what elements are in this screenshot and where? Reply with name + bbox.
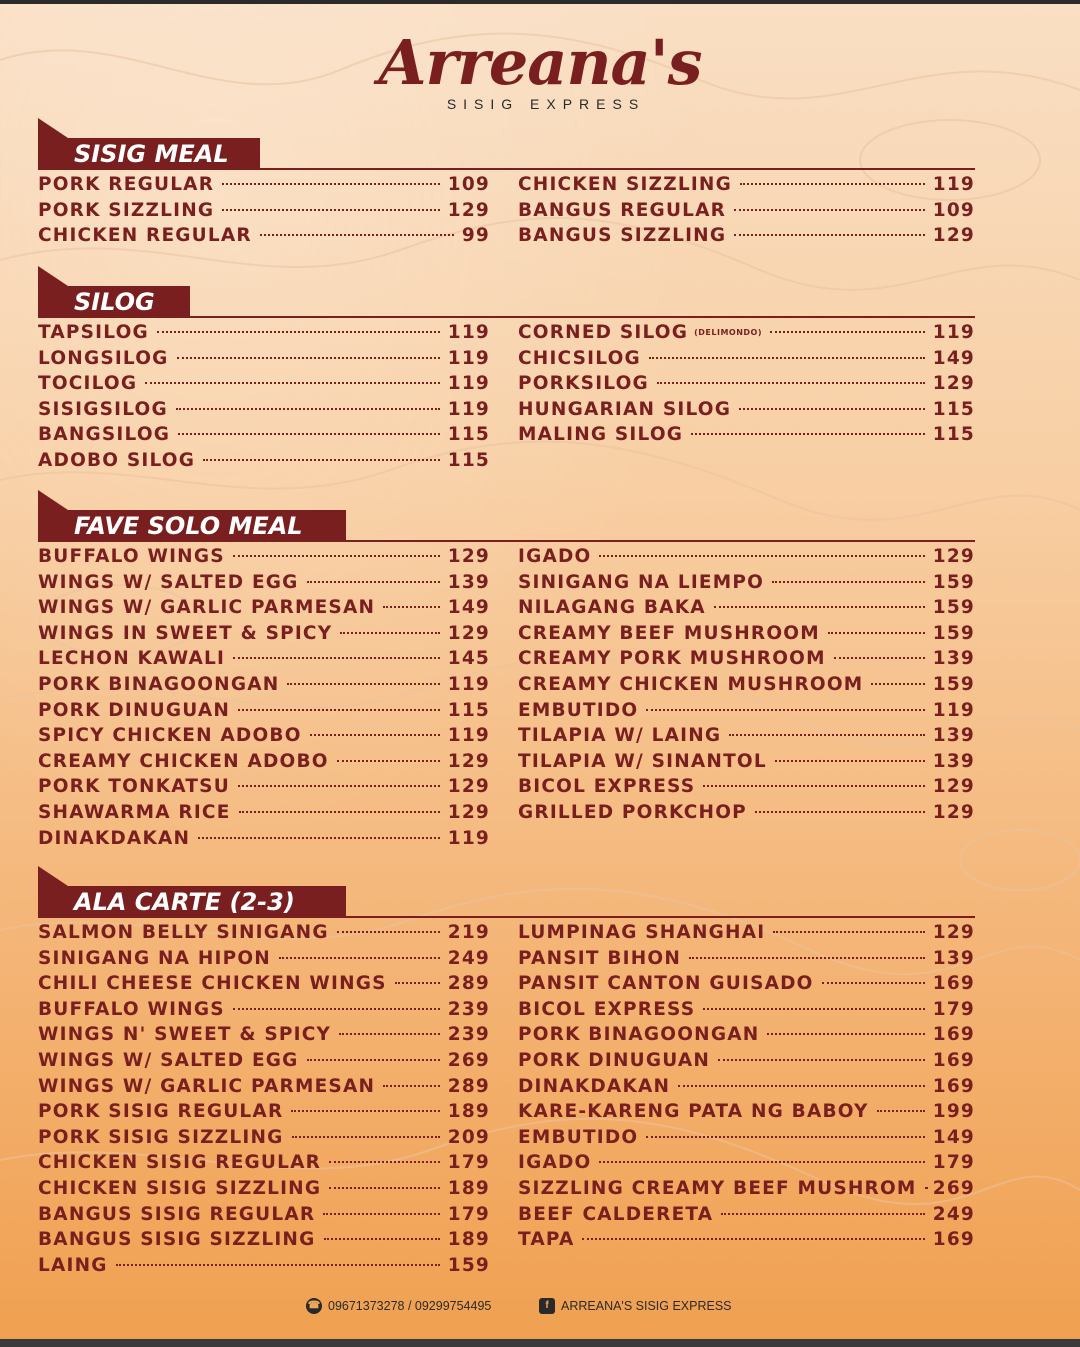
menu-item (38, 647, 490, 671)
menu-item (38, 1100, 490, 1124)
menu-item-price: 109 (932, 199, 975, 221)
menu-item-price: 99 (461, 225, 490, 246)
menu-item-price: 129 (447, 546, 490, 567)
phone-icon: ☎ (306, 1298, 322, 1314)
menu-item (518, 622, 975, 646)
menu-item-price: 189 (447, 1229, 490, 1251)
menu-item (518, 921, 975, 945)
section-title: FAVE SOLO MEAL (38, 510, 346, 542)
menu-item (38, 1126, 490, 1150)
menu-item-price: 119 (447, 398, 490, 420)
dot-leader (176, 408, 440, 410)
dot-leader (260, 234, 454, 236)
menu-item (518, 673, 975, 697)
dot-leader (646, 1136, 924, 1138)
section-title: ALA CARTE (2-3) (38, 886, 346, 918)
menu-item-price: 139 (932, 648, 975, 670)
brand-tagline: SISIG EXPRESS (446, 96, 646, 112)
menu-item-name: CREAMY PORK MUSHROOM (518, 648, 826, 670)
menu-item-price: 115 (447, 450, 490, 471)
menu-item (38, 972, 490, 996)
menu-item-name: WINGS IN SWEET & SPICY (38, 622, 333, 644)
dot-leader (657, 382, 925, 384)
dot-leader (339, 1033, 440, 1035)
menu-item-price: 239 (447, 1024, 490, 1046)
menu-item-price: 119 (447, 373, 490, 395)
menu-item-name: SALMON BELLY SINIGANG (38, 922, 329, 943)
menu-item (38, 947, 490, 971)
menu-item-price: 169 (932, 1229, 975, 1251)
menu-item-name: CREAMY CHICKEN ADOBO (38, 750, 329, 772)
menu-item-name: BEEF CALDERETA (518, 1203, 714, 1225)
section-title: SILOG (38, 286, 190, 318)
menu-item-price: 289 (447, 973, 490, 995)
menu-item-name: PORKSILOG (518, 373, 649, 395)
menu-item (38, 545, 490, 569)
menu-item-name: BANGSILOG (38, 424, 171, 446)
menu-item (38, 199, 490, 223)
menu-item-price: 129 (447, 750, 490, 772)
dot-leader (729, 734, 925, 736)
dot-leader (383, 1085, 440, 1087)
dot-leader (238, 709, 440, 711)
menu-item-name: PORK DINUGUAN (38, 699, 231, 721)
dot-leader (233, 1008, 440, 1010)
menu-item-price: 129 (932, 225, 975, 246)
menu-item (38, 673, 490, 697)
dot-leader (310, 734, 440, 736)
menu-item (38, 1203, 490, 1227)
menu-item-price: 219 (447, 922, 490, 943)
menu-item-name: BUFFALO WINGS (38, 546, 225, 567)
menu-item (518, 801, 975, 825)
section-divider (38, 916, 975, 918)
dot-leader (718, 1059, 925, 1061)
menu-item-name: PORK REGULAR (38, 174, 215, 195)
dot-leader (233, 555, 440, 557)
dot-leader (721, 1213, 924, 1215)
menu-item-price: 139 (932, 750, 975, 772)
dot-leader (307, 581, 440, 583)
menu-item-name: TAPA (518, 1229, 575, 1251)
dot-leader (307, 1059, 440, 1061)
menu-item (518, 724, 975, 748)
section-flag (38, 866, 68, 886)
dot-leader (734, 209, 925, 211)
menu-item (38, 372, 490, 396)
menu-item (38, 1049, 490, 1073)
menu-item-name: LECHON KAWALI (38, 648, 226, 670)
menu-item-price: 149 (932, 347, 975, 369)
dot-leader (279, 957, 440, 959)
menu-item-name: LONGSILOG (38, 347, 169, 369)
menu-item-name: WINGS W/ SALTED EGG (38, 1050, 299, 1071)
dot-leader (755, 811, 925, 813)
menu-item-price: 249 (932, 1203, 975, 1225)
menu-item (38, 1177, 490, 1201)
menu-item-price: 159 (932, 622, 975, 644)
menu-item-name: LUMPINAG SHANGHAI (518, 922, 766, 943)
dot-leader (157, 331, 440, 333)
menu-item (518, 1126, 975, 1150)
dot-leader (740, 183, 925, 185)
menu-item-name: IGADO (518, 546, 592, 567)
dot-leader (649, 357, 925, 359)
menu-item-name: WINGS W/ SALTED EGG (38, 571, 299, 593)
menu-item (38, 449, 490, 473)
menu-item-name: BUFFALO WINGS (38, 998, 225, 1020)
menu-item-price: 269 (447, 1050, 490, 1071)
dot-leader (238, 785, 440, 787)
menu-item (38, 775, 490, 799)
dot-leader (775, 760, 925, 762)
dot-leader (340, 632, 439, 634)
menu-item (518, 423, 975, 447)
menu-item-name: PORK SISIG REGULAR (38, 1101, 284, 1123)
menu-item-name: KARE-KARENG PATA NG BABOY (518, 1101, 869, 1123)
menu-item-price: 115 (932, 424, 975, 446)
menu-item (518, 1228, 975, 1252)
menu-item-name: CHICSILOG (518, 347, 641, 369)
top-border (0, 0, 1080, 4)
dot-leader (323, 1213, 439, 1215)
dot-leader (395, 982, 440, 984)
dot-leader (877, 1110, 925, 1112)
menu-item-price: 139 (932, 947, 975, 969)
menu-item-price: 115 (447, 699, 490, 721)
dot-leader (291, 1110, 439, 1112)
menu-item-price: 119 (932, 174, 975, 195)
dot-leader (177, 357, 440, 359)
dot-leader (198, 837, 440, 839)
menu-item (518, 347, 975, 371)
menu-item (38, 347, 490, 371)
menu-item-price: 289 (447, 1075, 490, 1097)
menu-item (38, 801, 490, 825)
menu-item-price: 189 (447, 1101, 490, 1123)
menu-item (38, 1228, 490, 1252)
menu-item-price: 199 (932, 1101, 975, 1123)
dot-leader (822, 982, 925, 984)
dot-leader (689, 957, 925, 959)
menu-item-name: BICOL EXPRESS (518, 776, 696, 798)
menu-item-name: BANGUS REGULAR (518, 199, 727, 221)
menu-item (38, 596, 490, 620)
menu-item (518, 1203, 975, 1227)
menu-item-name: BICOL EXPRESS (518, 998, 696, 1020)
menu-item-name: SPICY CHICKEN ADOBO (38, 725, 302, 747)
dot-leader (292, 1136, 440, 1138)
phone-numbers: 09671373278 / 09299754495 (328, 1299, 492, 1313)
dot-leader (383, 606, 440, 608)
dot-leader (203, 459, 440, 461)
dot-leader (222, 183, 440, 185)
menu-item-name: BANGUS SISIG REGULAR (38, 1203, 316, 1225)
dot-leader (770, 331, 925, 333)
menu-item (518, 1151, 975, 1175)
menu-item-price: 149 (447, 597, 490, 619)
menu-item-name: HUNGARIAN SILOG (518, 398, 732, 420)
menu-item-price: 129 (932, 373, 975, 395)
menu-item-price: 149 (932, 1126, 975, 1148)
menu-item-name: SINIGANG NA HIPON (38, 947, 271, 969)
menu-item-name: ADOBO SILOG (38, 450, 196, 471)
menu-item (38, 224, 490, 248)
menu-item (38, 699, 490, 723)
dot-leader (772, 581, 925, 583)
menu-item-name: PORK TONKATSU (38, 776, 230, 798)
menu-item-price: 169 (932, 1024, 975, 1046)
menu-item-name: PORK SISIG SIZZLING (38, 1126, 284, 1148)
menu-item (38, 321, 490, 345)
menu-item-price: 249 (447, 947, 490, 969)
menu-item-name: CREAMY CHICKEN MUSHROOM (518, 674, 864, 695)
menu-item-name: EMBUTIDO (518, 1126, 639, 1148)
menu-item (518, 647, 975, 671)
menu-item-name: TILAPIA W/ LAING (518, 725, 722, 747)
menu-item-price: 209 (447, 1126, 490, 1148)
menu-item-name: WINGS N' SWEET & SPICY (38, 1024, 332, 1046)
menu-item-name: PORK DINUGUAN (518, 1050, 711, 1071)
menu-item-price: 139 (932, 725, 975, 747)
section-flag (38, 118, 68, 138)
menu-item-name: DINAKDAKAN (518, 1075, 671, 1097)
menu-item-price: 129 (447, 776, 490, 798)
menu-item-name: SIZZLING CREAMY BEEF MUSHROM (518, 1178, 917, 1199)
menu-item-price: 179 (447, 1152, 490, 1174)
brand-logo: Arreana's (378, 26, 702, 99)
menu-item (38, 724, 490, 748)
dot-leader (703, 785, 925, 787)
dot-leader (767, 1033, 924, 1035)
menu-item (518, 571, 975, 595)
menu-item-price: 119 (447, 827, 490, 849)
menu-item-price: 129 (932, 546, 975, 567)
menu-item (518, 596, 975, 620)
menu-item (38, 750, 490, 774)
menu-item (518, 1049, 975, 1073)
menu-item-name: SHAWARMA RICE (38, 802, 231, 823)
menu-item-name: BANGUS SIZZLING (518, 225, 727, 246)
dot-leader (646, 709, 924, 711)
dot-leader (145, 382, 440, 384)
menu-item-name: SINIGANG NA LIEMPO (518, 571, 765, 593)
menu-item (518, 699, 975, 723)
menu-item (38, 423, 490, 447)
menu-item (518, 199, 975, 223)
dot-leader (222, 209, 439, 211)
menu-item-price: 129 (447, 622, 490, 644)
menu-item-name: WINGS W/ GARLIC PARMESAN (38, 597, 376, 619)
menu-item-price: 119 (932, 322, 975, 343)
menu-item-name: CORNED SILOG (518, 322, 689, 343)
menu-item-price: 159 (932, 597, 975, 619)
menu-item (38, 173, 490, 197)
dot-leader (871, 683, 924, 685)
menu-item-price: 119 (447, 674, 490, 695)
dot-leader (287, 683, 439, 685)
menu-item (38, 571, 490, 595)
menu-item-price: 169 (932, 1050, 975, 1071)
menu-item (518, 398, 975, 422)
dot-leader (734, 234, 925, 236)
menu-item-price: 119 (447, 725, 490, 747)
menu-item (38, 1075, 490, 1099)
menu-item-price: 115 (447, 424, 490, 446)
menu-item-price: 119 (447, 347, 490, 369)
menu-item-price: 159 (447, 1254, 490, 1276)
menu-item-price: 269 (932, 1178, 975, 1199)
dot-leader (329, 1187, 440, 1189)
menu-item-name: CHICKEN SISIG REGULAR (38, 1152, 322, 1174)
dot-leader (337, 931, 440, 933)
menu-item (518, 372, 975, 396)
menu-item (38, 827, 490, 851)
menu-item-price: 179 (447, 1203, 490, 1225)
menu-item (38, 998, 490, 1022)
menu-item (518, 321, 975, 345)
menu-item-price: 159 (932, 674, 975, 695)
section-divider (38, 316, 975, 318)
dot-leader (582, 1238, 924, 1240)
menu-item-price: 179 (932, 1152, 975, 1174)
menu-item-price: 129 (447, 802, 490, 823)
dot-leader (116, 1264, 440, 1266)
menu-item-price: 169 (932, 973, 975, 995)
menu-item-price: 119 (932, 699, 975, 721)
menu-item-price: 179 (932, 998, 975, 1020)
footer-phone (306, 1298, 491, 1314)
menu-item-name: LAING (38, 1254, 108, 1276)
menu-item-name: WINGS W/ GARLIC PARMESAN (38, 1075, 376, 1097)
menu-item (518, 750, 975, 774)
dot-leader (599, 1161, 924, 1163)
menu-item (518, 1177, 975, 1201)
section-flag (38, 490, 68, 510)
menu-item-price: 129 (932, 802, 975, 823)
menu-item-price: 129 (932, 922, 975, 943)
section-divider (38, 540, 975, 542)
menu-item-name: TAPSILOG (38, 322, 149, 343)
menu-item-name: BANGUS SISIG SIZZLING (38, 1229, 316, 1251)
dot-leader (239, 811, 440, 813)
menu-item-price: 139 (447, 571, 490, 593)
dot-leader (828, 632, 925, 634)
menu-item (518, 998, 975, 1022)
dot-leader (678, 1085, 925, 1087)
dot-leader (233, 657, 440, 659)
dot-leader (599, 555, 924, 557)
menu-item-price: 115 (932, 398, 975, 420)
menu-item-price: 189 (447, 1178, 490, 1199)
dot-leader (691, 433, 925, 435)
dot-leader (703, 1008, 925, 1010)
menu-item-name: CHICKEN REGULAR (38, 225, 252, 246)
menu-item (38, 1023, 490, 1047)
dot-leader (739, 408, 925, 410)
dot-leader (337, 760, 440, 762)
menu-item-note: (DELIMONDO) (694, 328, 763, 337)
facebook-icon: f (539, 1298, 555, 1314)
footer-facebook[interactable] (539, 1298, 732, 1314)
section-divider (38, 168, 975, 170)
menu-item-name: CHICKEN SISIG SIZZLING (38, 1178, 322, 1199)
menu-item-name: TOCILOG (38, 373, 138, 395)
menu-item-price: 145 (447, 648, 490, 670)
menu-item-price: 129 (447, 199, 490, 221)
section-flag (38, 266, 68, 286)
menu-item (518, 1100, 975, 1124)
dot-leader (773, 931, 924, 933)
menu-item (38, 1254, 490, 1278)
menu-item (518, 775, 975, 799)
menu-item-name: CREAMY BEEF MUSHROOM (518, 622, 820, 644)
menu-item-price: 119 (447, 322, 490, 343)
dot-leader (714, 606, 925, 608)
menu-item-name: NILAGANG BAKA (518, 597, 706, 619)
menu-item-name: PORK BINAGOONGAN (38, 674, 280, 695)
menu-item-name: EMBUTIDO (518, 699, 639, 721)
menu-item-name: IGADO (518, 1152, 592, 1174)
dot-leader (834, 657, 925, 659)
dot-leader (324, 1238, 440, 1240)
menu-item-name: PANSIT CANTON GUISADO (518, 973, 814, 995)
dot-leader (178, 433, 440, 435)
menu-item-price: 239 (447, 998, 490, 1020)
menu-item (38, 921, 490, 945)
menu-item-price: 159 (932, 571, 975, 593)
menu-item (518, 947, 975, 971)
menu-item-name: CHICKEN SIZZLING (518, 174, 732, 195)
menu-item-name: TILAPIA W/ SINANTOL (518, 750, 767, 772)
menu-item-name: PORK BINAGOONGAN (518, 1024, 760, 1046)
menu-item-name: PANSIT BIHON (518, 947, 682, 969)
menu-item-name: GRILLED PORKCHOP (518, 802, 747, 823)
menu-item (38, 1151, 490, 1175)
menu-item (518, 224, 975, 248)
menu-item-name: PORK SIZZLING (38, 199, 215, 221)
menu-item (518, 173, 975, 197)
section-title: SISIG MEAL (38, 138, 260, 170)
menu-item (518, 1075, 975, 1099)
dot-leader (329, 1161, 440, 1163)
menu-item-price: 109 (447, 174, 490, 195)
menu-item-name: SISIGSILOG (38, 398, 168, 420)
facebook-page-name: ARREANA'S SISIG EXPRESS (561, 1299, 732, 1313)
menu-item-price: 129 (932, 776, 975, 798)
menu-item-price: 169 (932, 1075, 975, 1097)
menu-item (38, 622, 490, 646)
menu-item-name: MALING SILOG (518, 424, 684, 446)
menu-item (518, 1023, 975, 1047)
menu-item (518, 545, 975, 569)
bottom-border (0, 1339, 1080, 1347)
menu-item-name: CHILI CHEESE CHICKEN WINGS (38, 973, 387, 995)
menu-item (38, 398, 490, 422)
menu-item-name: DINAKDAKAN (38, 827, 191, 849)
menu-item (518, 972, 975, 996)
